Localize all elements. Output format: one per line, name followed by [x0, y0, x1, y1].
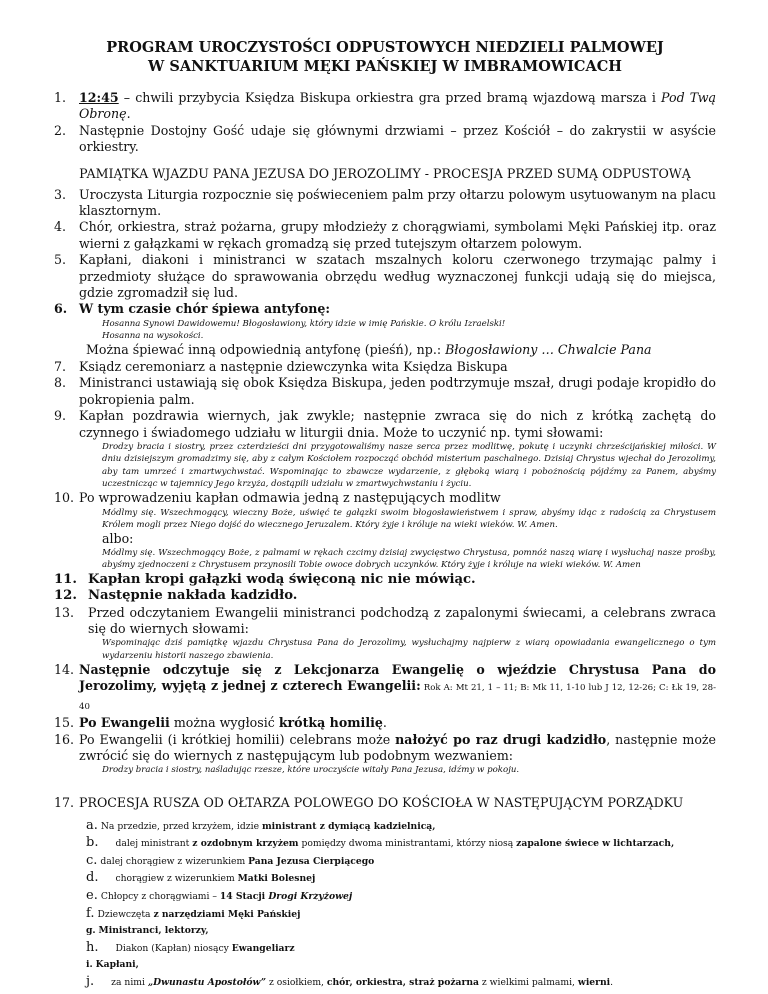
albo-label: albo: — [102, 531, 134, 547]
item-text: chorągiew z wizerunkiem — [115, 873, 238, 885]
item-bold: chór, orkiestra, straż pożarna — [326, 976, 479, 988]
procession-item-a — [54, 818, 716, 836]
item-letter: i. — [86, 959, 93, 971]
item-number: 11. — [54, 571, 77, 587]
item-bold: z narzędziami Męki Pańskiej — [153, 908, 301, 920]
item-bold: ministrant z dymiącą kadzielnicą, — [261, 820, 436, 832]
item-text: Ksiądz ceremoniarz a następnie dziewczynka wita Księdza Biskupa — [79, 358, 508, 374]
item-number: 7. — [54, 358, 67, 374]
item-bold: zapalone świece w lichtarzach, — [516, 838, 675, 850]
item-text: Chłopcy z chorągwiami – — [100, 891, 220, 903]
item-text: dalej chorągiew z wizerunkiem — [100, 855, 249, 867]
item-number: 13. — [54, 604, 75, 620]
note-song-titles: Błogosławiony … Chwalcie Pana — [445, 342, 652, 358]
list-item-14 — [54, 662, 716, 715]
item-letter: c. — [86, 852, 98, 868]
march-title: Pod Twą Obronę — [79, 90, 716, 122]
item-bold: 14 Stacji — [219, 891, 269, 903]
greeting-quote: Drodzy bracia i siostry, przez czterdzieści dni przygotowaliśmy nasze serca przez modlitwę, pokutę i uczynki chrześcijańskiej miłości. W dniu dzisiejszym gromadzimy się, aby z całym Kościołem rozpocząć obchód misterium paschalnego. Dzisiaj Chrystus wjechał do Jerozolimy, aby tam umrzeć i zmartwychwstać. Wspominając to zbawcze wydarzenie, z głęboką wiarą i pobożnością pójdźmy za Panem, abyśmy uczestnicząc w tajemnicy Jego krzyża, dostąpili udziału w zmartwychwstaniu i życiu. — [102, 441, 716, 489]
item-letter: h. — [86, 939, 99, 955]
list-item-3 — [54, 187, 716, 220]
procession-item-g — [54, 923, 716, 940]
section-text: PROCESJA RUSZA OD OŁTARZA POLOWEGO DO KOŚCIOŁA W NASTĘPUJĄCYM PORZĄDKU — [79, 794, 684, 810]
item-text-end: , następnie może zwrócić się do wiernych z następującym lub podobnym wezwaniem: — [79, 731, 716, 763]
item-letter: j. — [86, 973, 95, 989]
punct: . — [610, 976, 614, 988]
item-text: Po wprowadzeniu kapłan odmawia jedną z następujących modlitw — [79, 490, 501, 506]
item-text: Po Ewangelii (i krótkiej homilii) celebrans może — [79, 731, 396, 747]
item-number: 10. — [54, 490, 75, 506]
item-letter: g. — [86, 925, 96, 937]
list-item-13 — [54, 605, 716, 638]
homily-label: krótką homilię — [278, 715, 383, 731]
procession-item-c — [54, 853, 716, 871]
item-text: Diakon (Kapłan) niosący — [115, 942, 232, 954]
item-text: Dziewczęta — [97, 908, 154, 920]
item-text: Chór, orkiestra, straż pożarna, grupy młodzieży z chorągwiami, symbolami Męki Pańskiej itp. oraz wierni z gałązkami w rękach gromadzą się przed tutejszym ołtarzem polowym. — [79, 219, 716, 251]
item-letter: a. — [86, 817, 98, 833]
item-text: Ministranci ustawiają się obok Księdza Biskupa, jeden podtrzymuje mszał, drugi podaje kropidło do pokropienia palm. — [79, 375, 716, 407]
item-text-bold: Po Ewangelii — [79, 715, 170, 731]
item-text: Kapłan kropi gałązki wodą święconą nic nie mówiąc. — [88, 571, 476, 587]
antiphon-note — [54, 342, 716, 358]
list-item-1 — [54, 90, 716, 123]
item-text: Na przedzie, przed krzyżem, idzie — [100, 820, 262, 832]
item-text: za nimi — [111, 976, 148, 988]
item-number: 6. — [54, 301, 68, 317]
item-number: 8. — [54, 375, 67, 391]
item-letter: e. — [86, 888, 98, 904]
list-item-8 — [54, 375, 716, 408]
item-text: Następnie Dostojny Gość udaje się głównymi drzwiami – przez Kościół – do zakrystii w asyście orkiestry. — [79, 122, 716, 155]
title-line-2: W SANKTUARIUM MĘKI PAŃSKIEJ W IMBRAMOWICACH — [148, 58, 622, 75]
item-text: Kapłani, diakoni i ministranci w szatach mszalnych koloru czerwonego trzymając palmy i przedmioty służące do sprawowania obrzędu według wyznaczonej funkcji udają się do miejsca, gdzie zgromadził się lud. — [79, 252, 716, 301]
incense-label: nałożyć po raz drugi kadzidło — [395, 731, 607, 747]
dismissal-quote: Drodzy bracia i siostry, naśladując rzesze, które uroczyście witały Pana Jezusa, idźmy w pokoju. — [102, 765, 520, 776]
item-text: Następnie odczytuje się z Lekcjonarza Ewangelię o wjeździe Chrystusa Pana do Jerozolimy, wyjętą z jednej z czterech Ewangelii: — [79, 661, 716, 694]
item-bold: Matki Bolesnej — [237, 873, 316, 885]
item-bold-italic: „Dwunastu Apostołów” — [147, 976, 267, 988]
item-bold: Ewangeliarz — [231, 942, 295, 954]
procession-item-h — [54, 940, 716, 958]
item-letter: b. — [86, 835, 99, 851]
procession-item-f — [54, 906, 716, 924]
item-bold-italic: Drogi Krzyżowej — [268, 891, 353, 903]
item-number: 15. — [54, 715, 75, 731]
list-item-5 — [54, 252, 716, 301]
item-number: 12. — [54, 588, 77, 604]
prayer-quote-1: Módlmy się. Wszechmogący, wieczny Boże, uświęć te gałązki swoim błogosławieństwem i spraw, abyśmy idąc z radością za Chrystusem Królem mogli przez Niego dojść do wiecznego Jeruzalem. Który żyje i króluje na wieki wieków. W. Amen. — [102, 507, 716, 530]
procession-item-j — [54, 974, 716, 992]
item-number: 3. — [54, 186, 67, 202]
item-text: Następnie nakłada kadzidło. — [88, 588, 298, 604]
procession-item-b — [54, 835, 716, 853]
item-number: 9. — [54, 408, 67, 424]
item-text: pomiędzy dwoma ministrantami, którzy niosą — [298, 838, 517, 850]
item-text: z wielkimi palmami, — [478, 976, 578, 988]
item-text: dalej ministrant — [115, 838, 193, 850]
list-item-9 — [54, 408, 716, 441]
item-bold: Kapłani, — [95, 959, 139, 971]
antiphon-quote-line-1: Hosanna Synowi Dawidowemu! Błogosławiony, który idzie w imię Pańskie. O królu Izraelski! — [102, 318, 506, 329]
item-bold: Ministranci, lektorzy, — [98, 925, 209, 937]
list-item-16 — [54, 732, 716, 765]
item-bold: wierni — [577, 976, 611, 988]
item-text: Kapłan pozdrawia wiernych, jak zwykle; następnie zwraca się do nich z krótką zachętą do czynnego i świadomego udziału w liturgii dnia. Może to uczynić np. tymi słowami: — [79, 408, 716, 440]
time-label: 12:45 — [79, 90, 119, 105]
gospel-references: Rok A: Mt 21, 1 – 11; B: Mk 11, 1-10 lub J 12, 12-26; C: Łk 19, 28-40 — [79, 683, 717, 712]
item-number: 2. — [54, 122, 67, 138]
item-text: Uroczysta Liturgia rozpocznie się poświeceniem palm przy ołtarzu polowym usytuowanym na placu klasztornym. — [79, 186, 716, 219]
list-item-15 — [54, 715, 716, 731]
list-item-6 — [54, 301, 716, 317]
list-item-11 — [54, 572, 716, 588]
list-item-2 — [54, 123, 716, 156]
list-item-12 — [54, 588, 716, 604]
procession-item-e — [54, 888, 716, 906]
list-item-4 — [54, 219, 716, 252]
item-text: W tym czasie chór śpiewa antyfonę: — [79, 301, 331, 317]
punct: . — [126, 106, 131, 122]
section-heading-order — [54, 795, 716, 811]
antiphon-quote-line-2: Hosanna na wysokości. — [102, 331, 204, 342]
list-item-10 — [54, 490, 716, 506]
list-item-7 — [54, 359, 716, 375]
item-letter: f. — [86, 905, 95, 921]
item-number: 1. — [54, 90, 67, 105]
section-heading-procession: PAMIĄTKA WJAZDU PANA JEZUSA DO JEROZOLIMY - PROCESJA PRZED SUMĄ ODPUSTOWĄ — [79, 165, 691, 181]
prayer-quote-2: Módlmy się. Wszechmogący Boże, z palmami w rękach czcimy dzisiaj zwycięstwo Chrystusa, pomnóż naszą wiarę i wysłuchaj nasze prośby, abyśmy zjednoczeni z Chrystusem przynosili Tobie owoce dobrych uczynków. Który żyje i króluje na wieki wieków. W. Amen — [102, 548, 716, 571]
item-text: – chwili przybycia Księdza Biskupa orkiestra gra przed bramą wjazdową marsza i — [118, 90, 662, 105]
item-number: 4. — [54, 219, 67, 235]
item-number: 14. — [54, 661, 75, 677]
item-letter: d. — [86, 870, 99, 886]
item-bold: z ozdobnym krzyżem — [192, 838, 299, 850]
item-text: z osiołkiem, — [266, 976, 327, 988]
procession-item-i — [54, 957, 716, 974]
procession-item-d — [54, 870, 716, 888]
title-line-1: PROGRAM UROCZYSTOŚCI ODPUSTOWYCH NIEDZIELI PALMOWEJ — [106, 39, 664, 56]
punct: . — [382, 715, 387, 731]
item-number: 5. — [54, 252, 67, 268]
item-text: Przed odczytaniem Ewangelii ministranci podchodzą z zapalonymi świecami, a celebrans zwraca się do wiernych słowami: — [88, 604, 716, 636]
item-bold: Pana Jezusa Cierpiącego — [248, 855, 375, 867]
item-number: 17. — [54, 794, 75, 810]
gospel-intro-quote: Wspominając dziś pamiątkę wjazdu Chrystusa Pana do Jerozolimy, wysłuchajmy najpierw z wiarą opowiadania ewangelicznego o tym wydarzeniu historii naszego zbawienia. — [102, 638, 716, 661]
item-number: 16. — [54, 731, 75, 747]
item-text: można wygłosić — [169, 715, 279, 731]
note-text: Można śpiewać inną odpowiednią antyfonę (pieśń), np.: — [86, 342, 446, 358]
